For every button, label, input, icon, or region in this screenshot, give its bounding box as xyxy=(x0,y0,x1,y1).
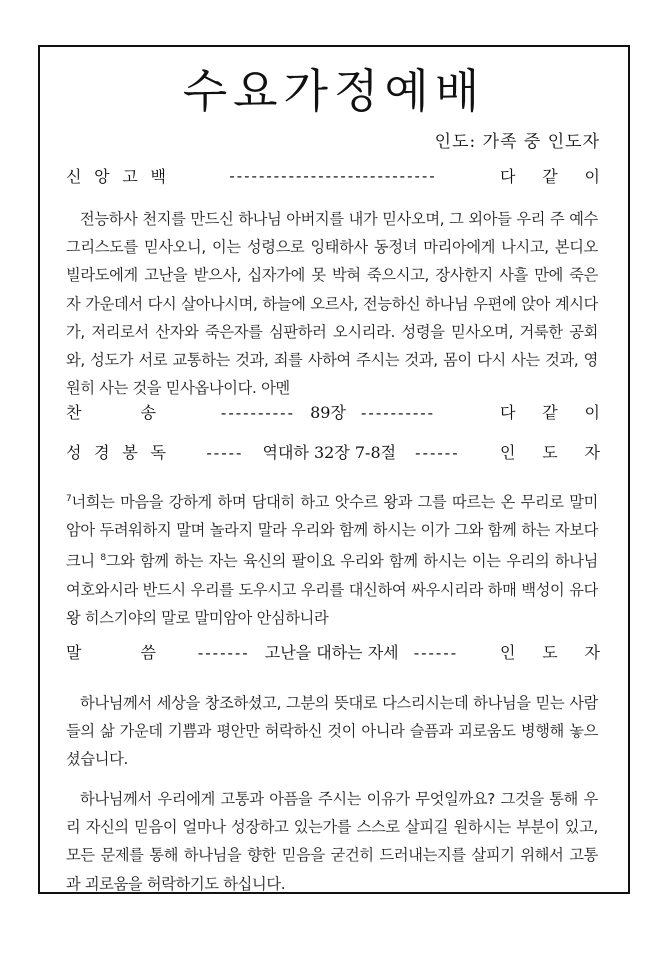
hymn-number: 89장 xyxy=(310,402,346,422)
reading-label: 성 경 봉 독 xyxy=(66,442,166,462)
leader-line: 인도: 가족 중 인도자 xyxy=(434,132,600,152)
sermon-paragraph: 하나님께서 우리에게 고통과 아픔을 주시는 이유가 무엇일까요? 그것을 통해 우리 자신의 믿음이 얼마나 성장하고 있는가를 스스로 살피길 원하시는 부분이 있고, 모든 문제를 통해 하나님을 향한 믿음을 굳건히 드러내는지를 살피기 위해서 고통과 괴로움을 허락하기도 하십니다. xyxy=(66,790,598,893)
hymn-value-line: ---------- 89장 ---------- xyxy=(220,402,436,422)
reading-row xyxy=(66,439,600,463)
creed-who: 다 같 이 xyxy=(500,166,600,186)
sermon-title-line: ------- 고난을 대하는 자세 ------ xyxy=(197,642,459,662)
sermon-paragraph: 하나님께서 세상을 창조하셨고, 그분의 뜻대로 다스리시는데 하나님을 믿는 사람들의 삶 가운데 기쁨과 평안만 허락하신 것이 아니라 슬픔과 괴로움도 병행해 놓으셨습니다. xyxy=(66,694,598,769)
sermon-who: 인 도 자 xyxy=(500,642,600,662)
verse-text: 너희는 마음을 강하게 하며 담대히 하고 앗수르 왕과 그를 따르는 온 무리로 말미암아 두려워하지 말며 놀라지 말라 우리와 함께 하시는 이가 그와 함께 하는 자보다 크니 xyxy=(66,493,598,571)
creed-row xyxy=(66,163,600,187)
sermon-title: 고난을 대하는 자세 xyxy=(264,642,399,662)
sermon-row xyxy=(66,639,600,663)
reading-reference: 역대하 32장 7-8절 xyxy=(262,442,397,462)
reading-who: 인 도 자 xyxy=(500,442,600,462)
bulletin-frame xyxy=(38,45,630,894)
creed-text: 전능하사 천지를 만드신 하나님 아버지를 내가 믿사오며, 그 외아들 우리 주 예수 그리스도를 믿사오니, 이는 성령으로 잉태하사 동정녀 마리아에게 나시고, 본디오 빌라도에게 고난을 받으사, 십자가에 못 박혀 죽으시고, 장사한지 사흘 만에 죽은 자 가운데서 다시 살아나시며, 하늘에 오르사, 전능하신 하나님 우편에 앉아 계시다가, 저리로서 산자와 죽은자를 심판하러 오시리라. 성령을 믿사오며, 거룩한 공회와, 성도가 서로 교통하는 것과, 죄를 사하여 주시는 것과, 몸이 다시 사는 것과, 영원히 사는 것을 믿사옵나이다. 아멘 xyxy=(66,210,598,398)
creed-dash: ---------------------------- xyxy=(229,165,437,185)
hymn-who: 다 같 이 xyxy=(500,402,600,422)
reading-value-line: ----- 역대하 32장 7-8절 ------ xyxy=(206,442,460,462)
hymn-label: 찬 송 xyxy=(66,402,156,422)
scripture-text xyxy=(66,485,598,632)
verse-number: 8 xyxy=(100,553,106,564)
sermon-label: 말 씀 xyxy=(66,642,156,662)
verse-number: 7 xyxy=(66,494,72,504)
hymn-row xyxy=(66,399,600,423)
verse-text: 그와 함께 하는 자는 육신의 팔이요 우리와 함께 하시는 이는 우리의 하나님 여호와시라 반드시 우리를 도우시고 우리를 대신하여 싸우시리라 하매 백성이 유다 왕 히스기야의 말로 말미암아 안심하니라 xyxy=(66,552,598,627)
page-title: 수요가정예배 xyxy=(182,64,486,118)
creed-label: 신 앙 고 백 xyxy=(66,166,166,186)
